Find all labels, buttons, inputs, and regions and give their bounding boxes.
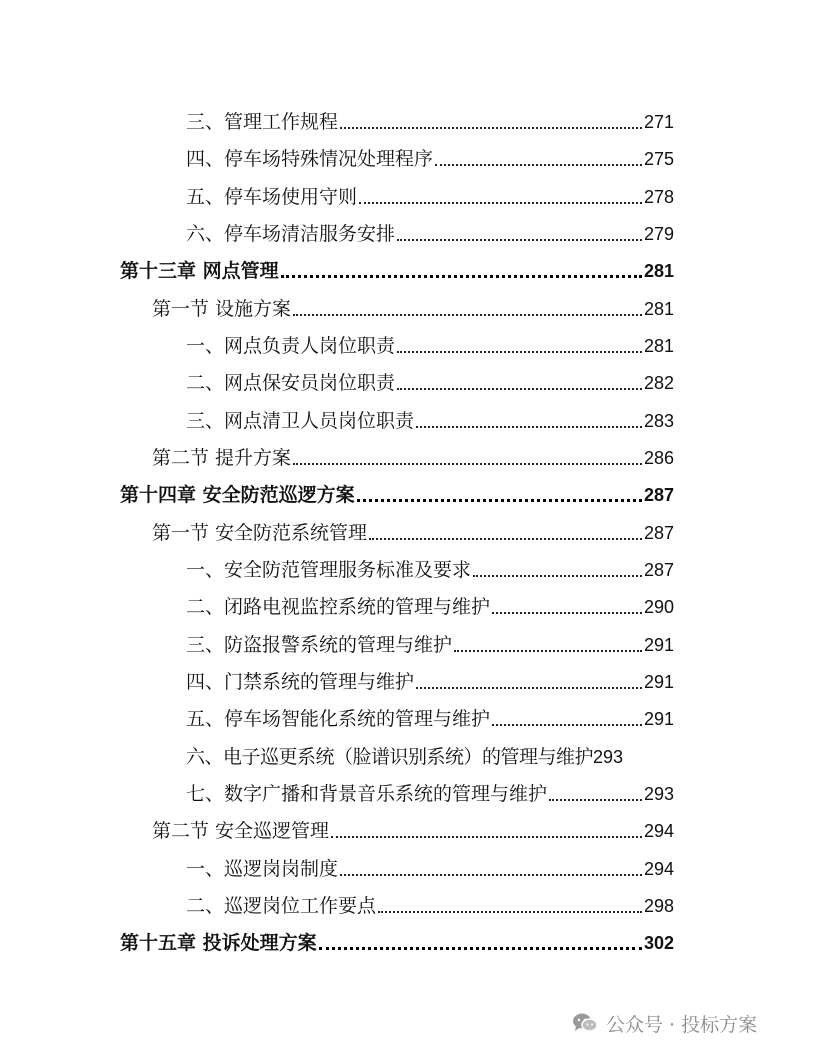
toc-page-number: 287: [643, 560, 674, 580]
toc-chapter-label: 第十四章 安全防范巡逻方案: [120, 484, 355, 506]
dot-leader: [359, 202, 642, 204]
toc-entry-label: 二、网点保安员岗位职责: [186, 372, 396, 394]
toc-entry-label: 四、停车场特殊情况处理程序: [186, 148, 434, 170]
toc-page-number: 278: [643, 187, 674, 207]
toc-page-number: 290: [643, 597, 674, 617]
wechat-icon: [572, 1012, 598, 1034]
toc-entry[interactable]: [186, 143, 674, 171]
dot-leader: [492, 724, 642, 726]
dot-leader: [331, 836, 642, 838]
dot-leader: [397, 388, 642, 390]
dot-leader: [319, 947, 642, 950]
dot-leader: [369, 538, 642, 540]
toc-entry-label: 六、停车场清洁服务安排: [186, 223, 396, 245]
toc-entry-label: 五、停车场使用守则: [186, 186, 358, 208]
toc-page-number: 281: [643, 299, 674, 319]
dot-leader: [549, 799, 642, 801]
toc-page-number: 271: [643, 112, 674, 132]
dot-leader: [293, 463, 642, 465]
toc-entry-label: 一、安全防范管理服务标准及要求: [186, 559, 472, 581]
toc-entry[interactable]: [186, 629, 674, 657]
toc-page-number: 283: [643, 411, 674, 431]
toc-entry[interactable]: [186, 666, 674, 694]
dot-leader: [435, 164, 642, 166]
dot-leader: [340, 127, 642, 129]
dot-leader: [357, 499, 642, 502]
toc-page-number: 281: [643, 261, 674, 281]
dot-leader: [492, 612, 642, 614]
toc-entry-label: 七、数字广播和背景音乐系统的管理与维护: [186, 783, 548, 805]
toc-entry-label: 六、电子巡更系统（脸谱识别系统）的管理与维护: [186, 746, 594, 768]
toc-page-number: 282: [643, 373, 674, 393]
toc-page-number: 291: [643, 672, 674, 692]
toc-entry[interactable]: [186, 181, 674, 209]
toc-entry[interactable]: [186, 591, 674, 619]
toc-entry-label: 二、巡逻岗位工作要点: [186, 895, 377, 917]
toc-page-number: 287: [643, 523, 674, 543]
toc-section-entry[interactable]: [152, 442, 674, 470]
dot-leader: [281, 275, 642, 278]
toc-section-label: 第二节 提升方案: [152, 447, 292, 469]
toc-entry[interactable]: [186, 853, 674, 881]
toc-section-label: 第二节 安全巡逻管理: [152, 820, 330, 842]
toc-entry[interactable]: [186, 741, 674, 769]
dot-leader: [293, 314, 642, 316]
toc-entry-label: 三、防盗报警系统的管理与维护: [186, 634, 453, 656]
toc-entry[interactable]: [186, 106, 674, 134]
toc-page-number: 298: [643, 896, 674, 916]
toc-entry[interactable]: [186, 778, 674, 806]
toc-section-entry[interactable]: [152, 815, 674, 843]
toc-entry-label: 一、网点负责人岗位职责: [186, 335, 396, 357]
toc-page-number: 294: [643, 859, 674, 879]
watermark-text: 公众号 · 投标方案: [606, 1013, 758, 1036]
toc-page-number: 294: [643, 821, 674, 841]
dot-leader: [454, 650, 642, 652]
toc-page-number: 291: [643, 635, 674, 655]
dot-leader: [378, 911, 642, 913]
toc-page-number: 293: [643, 784, 674, 804]
toc-entry[interactable]: [186, 330, 674, 358]
toc-page-number: 279: [643, 224, 674, 244]
toc-page-number: 275: [643, 149, 674, 169]
toc-entry[interactable]: [186, 554, 674, 582]
toc-entry[interactable]: [186, 703, 674, 731]
toc-entry-label: 二、闭路电视监控系统的管理与维护: [186, 596, 491, 618]
toc-page-number: 286: [643, 448, 674, 468]
toc-entry[interactable]: [186, 890, 674, 918]
toc-entry-label: 三、管理工作规程: [186, 111, 339, 133]
toc-section-label: 第一节 设施方案: [152, 298, 292, 320]
toc-chapter-label: 第十三章 网点管理: [120, 260, 279, 282]
toc-section-entry[interactable]: [152, 517, 674, 545]
dot-leader: [340, 874, 642, 876]
toc-section-entry[interactable]: [152, 293, 674, 321]
watermark: [572, 1008, 757, 1038]
toc-entry-label: 四、门禁系统的管理与维护: [186, 671, 415, 693]
toc-chapter-label: 第十五章 投诉处理方案: [120, 932, 317, 954]
toc-chapter-entry[interactable]: [120, 927, 674, 955]
dot-leader: [397, 239, 642, 241]
toc-entry-label: 一、巡逻岗岗制度: [186, 858, 339, 880]
dot-leader: [473, 575, 642, 577]
toc-section-label: 第一节 安全防范系统管理: [152, 522, 368, 544]
toc-entry-label: 五、停车场智能化系统的管理与维护: [186, 708, 491, 730]
dot-leader: [416, 687, 642, 689]
dot-leader: [397, 351, 642, 353]
toc-chapter-entry[interactable]: [120, 479, 674, 507]
toc-chapter-entry[interactable]: [120, 255, 674, 283]
toc-page-number: 281: [643, 336, 674, 356]
toc-page-number: 302: [643, 933, 674, 953]
toc-page-number: 287: [643, 485, 674, 505]
toc-entry-label: 三、网点清卫人员岗位职责: [186, 410, 415, 432]
toc-page-number: 291: [643, 709, 674, 729]
toc-entry[interactable]: [186, 405, 674, 433]
toc-entry[interactable]: [186, 218, 674, 246]
toc-page-number: 293: [593, 747, 624, 767]
toc-entry[interactable]: [186, 367, 674, 395]
dot-leader: [416, 426, 642, 428]
